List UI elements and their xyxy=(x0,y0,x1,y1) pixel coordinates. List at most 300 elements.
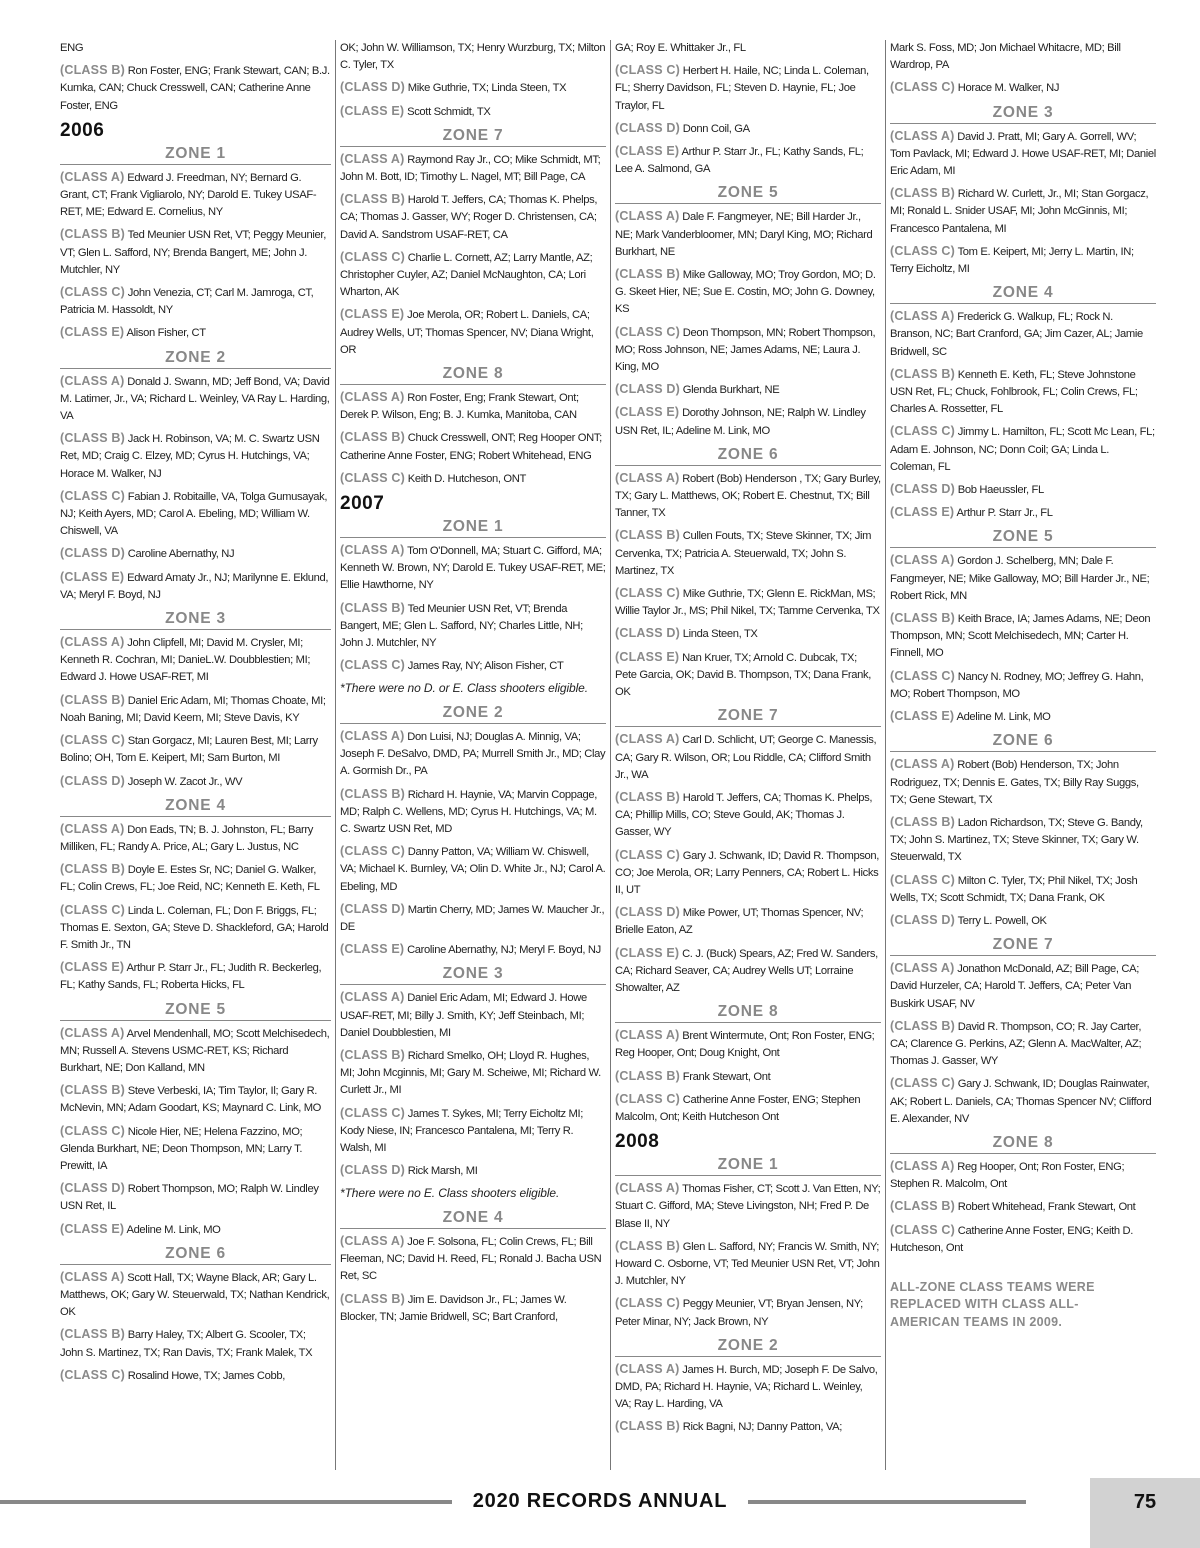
class-label: (CLASS D) xyxy=(60,773,125,788)
year-heading: 2008 xyxy=(615,1131,660,1153)
shooter-names: Carl D. Schlicht, UT; George C. Manessis, CA; Gary R. Wilson, OR; Lou Riddle, CA; Clifford Smith Jr., WA xyxy=(615,734,877,781)
shooter-names: Terry L. Powell, OK xyxy=(957,914,1047,927)
class-label: (CLASS C) xyxy=(615,1091,680,1106)
class-entry xyxy=(60,226,331,279)
class-label: (CLASS B) xyxy=(615,267,680,282)
shooter-names: Bob Haeussler, FL xyxy=(957,484,1044,497)
class-entry xyxy=(60,692,331,727)
class-label: (CLASS D) xyxy=(340,1163,405,1178)
class-entry xyxy=(615,120,881,138)
shooter-names: Edward Amaty Jr., NJ; Marilynne E. Eklund, VA; Meryl F. Boyd, NJ xyxy=(60,571,329,601)
class-label: (CLASS A) xyxy=(60,1025,125,1040)
shooter-names: Glen L. Safford, NY; Francis W. Smith, NY; Howard C. Osborne, VT; Ted Meunier USN Ret, VT; John J. Mutchler, NY xyxy=(615,1240,880,1288)
zone-heading: ZONE 7 xyxy=(615,706,881,727)
class-entry xyxy=(890,668,1156,703)
class-entry xyxy=(890,185,1156,238)
class-label: (CLASS D) xyxy=(615,382,680,397)
shooter-names: Keith D. Hutcheson, ONT xyxy=(407,472,526,485)
class-entry xyxy=(60,821,331,856)
column-2 xyxy=(335,40,610,1470)
shooter-names: Ted Meunier USN Ret, VT; Peggy Meunier, VT; Glen L. Safford, NY; Brenda Bangert, ME; John J. Mutchler, NY xyxy=(60,229,326,276)
class-entry xyxy=(60,1367,331,1385)
class-label: (CLASS C) xyxy=(890,668,955,683)
class-label: (CLASS C) xyxy=(890,1076,955,1091)
class-entry xyxy=(60,1269,331,1322)
zone-heading: ZONE 8 xyxy=(615,1002,881,1023)
shooter-names: Joe F. Solsona, FL; Colin Crews, FL; Bill Fleeman, NC; David H. Reed, FL; Ronald J. Bacha USN Ret, SC xyxy=(340,1235,602,1283)
eligibility-note: *There were no E. Class shooters eligible. xyxy=(340,1186,560,1201)
class-label: (CLASS B) xyxy=(890,814,955,829)
class-entry xyxy=(340,470,606,488)
shooter-names: Catherine Anne Foster, ENG; Stephen Malcolm, Ont; Keith Hutcheson Ont xyxy=(615,1093,861,1123)
class-entry xyxy=(615,266,881,319)
shooter-names: Dorothy Johnson, NE; Ralph W. Lindley USN Ret, IL; Adeline M. Link, MO xyxy=(615,407,866,437)
class-label: (CLASS A) xyxy=(615,732,680,747)
class-label: (CLASS E) xyxy=(340,942,405,957)
class-label: (CLASS A) xyxy=(340,728,405,743)
shooter-names: Frederick G. Walkup, FL; Rock N. Branson, NC; Bart Cranford, GA; Jim Cazer, AL; Jamie Bridwell, SC xyxy=(890,311,1143,358)
zone-heading: ZONE 2 xyxy=(615,1336,881,1357)
shooter-names: Milton C. Tyler, TX; Phil Nikel, TX; Josh Wells, TX; Scott Schmidt, TX; Dana Frank, OK xyxy=(890,874,1138,904)
class-entry xyxy=(890,423,1156,476)
shooter-names: Donn Coil, GA xyxy=(682,122,750,135)
class-label: (CLASS A) xyxy=(340,151,405,166)
zone-heading: ZONE 5 xyxy=(890,527,1156,548)
class-entry xyxy=(615,904,881,939)
zone-heading: ZONE 1 xyxy=(615,1155,881,1176)
zone-heading: ZONE 8 xyxy=(340,364,606,385)
eligibility-note: *There were no D. or E. Class shooters eligible. xyxy=(340,681,588,696)
class-label: (CLASS D) xyxy=(890,482,955,497)
shooter-names: Glenda Burkhart, NE xyxy=(682,384,780,397)
shooter-names: Jim E. Davidson Jr., FL; James W. Blocker, TN; Jamie Bridwell, SC; Bart Cranford, xyxy=(340,1293,567,1323)
shooter-names: Gary J. Schwank, ID; David R. Thompson, CO; Joe Merola, OR; Larry Penners, CA; Robert L. Hicks II, UT xyxy=(615,849,880,896)
class-label: (CLASS C) xyxy=(890,1222,955,1237)
class-entry xyxy=(60,1326,331,1361)
shooter-names: Herbert H. Haile, NC; Linda L. Coleman, FL; Sherry Davidson, FL; Steven D. Haynie, FL; Joe Traylor, FL xyxy=(615,65,869,112)
class-label: (CLASS B) xyxy=(615,1068,680,1083)
class-entry xyxy=(615,789,881,842)
class-label: (CLASS D) xyxy=(60,1181,125,1196)
class-entry xyxy=(890,504,1156,522)
shooter-names: Charlie L. Cornett, AZ; Larry Mantle, AZ; Christopher Cuyler, AZ; Daniel McNaughton, CA; Lori Wharton, AK xyxy=(340,251,593,299)
class-label: (CLASS E) xyxy=(615,945,680,960)
shooter-names: Doyle E. Estes Sr, NC; Daniel G. Walker, FL; Colin Crews, FL; Joe Reid, NC; Kenneth E. Keth, FL xyxy=(60,864,320,894)
shooter-names: Scott Hall, TX; Wayne Black, AR; Gary L. Matthews, OK; Gary W. Steuerwald, TX; Nathan Kendrick, OK xyxy=(60,1271,330,1319)
shooter-names: John Venezia, CT; Carl M. Jamroga, CT, Patricia M. Hassoldt, NY xyxy=(60,287,314,317)
class-label: (CLASS E) xyxy=(615,649,680,664)
shooter-names: Richard H. Haynie, VA; Marvin Coppage, MD; Ralph C. Wellens, MD; Cyrus H. Hutchings, VA; M. C. Swartz USN Ret, MD xyxy=(340,788,597,835)
class-entry xyxy=(890,1198,1156,1216)
zone-heading: ZONE 1 xyxy=(60,144,331,165)
class-entry xyxy=(890,366,1156,419)
shooter-names: Jonathon McDonald, AZ; Bill Page, CA; David Hurzeler, CA; Harold T. Jeffers, CA; Peter Van Buskirk USAF, NV xyxy=(890,963,1139,1010)
class-entry xyxy=(615,470,881,523)
class-entry xyxy=(890,872,1156,907)
class-label: (CLASS B) xyxy=(340,1048,405,1063)
class-label: (CLASS B) xyxy=(60,63,125,78)
shooter-names: Tom O'Donnell, MA; Stuart C. Gifford, MA; Kenneth W. Brown, NY; Darold E. Tukey USAF-RET, ME; Ellie Hawthorne, NY xyxy=(340,545,606,592)
class-entry xyxy=(340,1233,606,1286)
shooter-names: Nicole Hier, NE; Helena Fazzino, MO; Glenda Burkhart, NE; Deon Thompson, MN; Larry T. Prewitt, IA xyxy=(60,1125,303,1172)
shooter-names: David J. Pratt, MI; Gary A. Gorrell, WV; Tom Pavlack, MI; Edward J. Howe USAF-RET, MI; Daniel Eric Adam, MI xyxy=(890,130,1156,178)
class-entry xyxy=(340,191,606,244)
shooter-names: Jack H. Robinson, VA; M. C. Swartz USN Ret, MD; Craig C. Elzey, MD; Cyrus H. Hutchings, VA; Horace M. Walker, NJ xyxy=(60,433,320,480)
shooter-names: Mike Galloway, MO; Troy Gordon, MO; D. G. Skeet Hier, NE; Sue E. Costin, MO; John G. Downey, KS xyxy=(615,269,876,316)
shooter-names: Edward J. Freedman, NY; Bernard G. Grant, CT; Frank Vigliarolo, NY; Darold E. Tukey USAF-RET, ME; Edward E. Cornelius, NY xyxy=(60,171,317,219)
class-entry xyxy=(60,1025,331,1078)
class-entry xyxy=(615,143,881,178)
footer-rule-left xyxy=(0,1500,452,1504)
class-entry xyxy=(890,1222,1156,1257)
shooter-names: Ladon Richardson, TX; Steve G. Bandy, TX; John S. Martinez, TX; Steve Skinner, TX; Gary W. Steuerwald, TX xyxy=(890,816,1143,864)
class-entry xyxy=(615,208,881,261)
class-entry xyxy=(340,1162,606,1180)
class-label: (CLASS D) xyxy=(890,912,955,927)
shooter-names: Don Eads, TN; B. J. Johnston, FL; Barry Milliken, FL; Randy A. Price, AL; Gary L. Justus, NC xyxy=(60,823,314,853)
class-label: (CLASS A) xyxy=(890,128,955,143)
shooter-names: Raymond Ray Jr., CO; Mike Schmidt, MT; John M. Bott, ID; Timothy L. Nagel, MT; Bill Page, CA xyxy=(340,153,601,184)
shooter-names: C. J. (Buck) Spears, AZ; Fred W. Sanders, CA; Richard Seaver, CA; Audrey Wells UT; Lorraine Showalter, AZ xyxy=(615,947,878,994)
class-entry xyxy=(615,731,881,784)
class-entry xyxy=(615,1295,881,1330)
class-entry xyxy=(615,649,881,702)
class-label: (CLASS A) xyxy=(340,1233,405,1248)
zone-heading: ZONE 4 xyxy=(340,1208,606,1229)
page-number: 75 xyxy=(1090,1478,1200,1548)
class-entry xyxy=(890,912,1156,930)
class-label: (CLASS B) xyxy=(340,192,405,207)
class-entry xyxy=(890,1075,1156,1128)
records-columns xyxy=(60,40,1160,1470)
class-label: (CLASS A) xyxy=(890,1158,955,1173)
shooter-names: Tom E. Keipert, MI; Jerry L. Martin, IN; Terry Eicholtz, MI xyxy=(890,245,1134,276)
class-label: (CLASS E) xyxy=(615,144,680,159)
class-label: (CLASS A) xyxy=(340,990,405,1005)
class-label: (CLASS B) xyxy=(615,1419,680,1434)
class-entry xyxy=(615,1361,881,1414)
class-entry xyxy=(340,542,606,595)
class-label: (CLASS E) xyxy=(340,103,405,118)
class-label: (CLASS A) xyxy=(60,169,125,184)
class-entry xyxy=(340,786,606,839)
class-entry xyxy=(340,1105,606,1158)
class-label: (CLASS B) xyxy=(60,1083,125,1098)
class-entry xyxy=(340,249,606,302)
class-entry xyxy=(890,552,1156,605)
shooter-names: Reg Hooper, Ont; Ron Foster, ENG; Stephen R. Malcolm, Ont xyxy=(890,1160,1125,1191)
class-label: (CLASS A) xyxy=(615,1181,680,1196)
class-label: (CLASS A) xyxy=(890,553,955,568)
shooter-names: Gary J. Schwank, ID; Douglas Rainwater, AK; Robert L. Daniels, CA; Thomas Spencer NV; Clifford E. Alexander, NV xyxy=(890,1078,1152,1125)
class-entry xyxy=(340,1047,606,1100)
class-entry xyxy=(60,1180,331,1215)
class-entry xyxy=(340,989,606,1042)
shooter-names: Ted Meunier USN Ret, VT; Brenda Bangert, ME; Glen L. Safford, NY; Charles Little, NH; John J. Mutchler, NY xyxy=(340,602,583,650)
class-entry xyxy=(340,151,606,186)
class-entry xyxy=(890,610,1156,663)
class-label: (CLASS A) xyxy=(340,390,405,405)
class-entry xyxy=(340,941,606,959)
class-label: (CLASS A) xyxy=(60,635,125,650)
class-label: (CLASS C) xyxy=(615,63,680,78)
shooter-names: Barry Haley, TX; Albert G. Scooler, TX; John S. Martinez, TX; Ran Davis, TX; Frank Malek, TX xyxy=(60,1329,313,1359)
class-label: (CLASS A) xyxy=(60,821,125,836)
zone-heading: ZONE 2 xyxy=(340,703,606,724)
class-label: (CLASS E) xyxy=(615,405,680,420)
shooter-names: Fabian J. Robitaille, VA, Tolga Gumusayak, NJ; Keith Ayers, MD; Carol A. Ebeling, MD; William W. Chiswell, VA xyxy=(60,490,328,538)
class-label: (CLASS A) xyxy=(890,961,955,976)
class-label: (CLASS E) xyxy=(60,325,125,340)
shooter-names: Horace M. Walker, NJ xyxy=(957,82,1060,95)
column-3 xyxy=(610,40,885,1470)
column-1 xyxy=(60,40,335,1470)
class-label: (CLASS B) xyxy=(890,1018,955,1033)
shooter-names: Donald J. Swann, MD; Jeff Bond, VA; David M. Latimer, Jr., VA; Richard L. Weinley, VA Ray L. Harding, VA xyxy=(60,375,330,423)
page-footer xyxy=(0,1478,1200,1548)
shooter-names: John Clipfell, MI; David M. Crysler, MI; Kenneth R. Cochran, MI; DanieL.W. Doubblestien; MI; Edward J. Howe USAF-RET, MI xyxy=(60,637,311,684)
class-label: (CLASS B) xyxy=(890,366,955,381)
class-entry xyxy=(340,843,606,896)
shooter-names: Keith Brace, IA; James Adams, NE; Deon Thompson, MN; Scott Melchisedech, MN; Carter H. Finnell, MO xyxy=(890,613,1151,660)
class-entry xyxy=(615,1418,881,1436)
shooter-names: Peggy Meunier, VT; Bryan Jensen, NY; Peter Minar, NY; Jack Brown, NY xyxy=(615,1298,863,1328)
class-label: (CLASS B) xyxy=(60,1327,125,1342)
class-label: (CLASS C) xyxy=(340,658,405,673)
footer-rule-right xyxy=(748,1500,1026,1504)
zone-heading: ZONE 2 xyxy=(60,348,331,369)
class-label: (CLASS B) xyxy=(60,227,125,242)
class-label: (CLASS C) xyxy=(340,470,405,485)
shooter-names: Stan Gorgacz, MI; Lauren Best, MI; Larry Bolino; OH, Tom E. Keipert, MI; Sam Burton, MI xyxy=(60,735,318,765)
class-entry xyxy=(890,79,1156,97)
class-entry xyxy=(60,373,331,426)
shooter-names: Catherine Anne Foster, ENG; Keith D. Hutcheson, Ont xyxy=(890,1224,1133,1254)
class-label: (CLASS D) xyxy=(615,120,680,135)
class-entry xyxy=(60,569,331,604)
class-label: (CLASS C) xyxy=(60,1123,125,1138)
shooter-names: Adeline M. Link, MO xyxy=(126,1223,221,1236)
shooter-names: Caroline Abernathy, NJ; Meryl F. Boyd, NJ xyxy=(407,944,601,957)
shooter-names: Joe Merola, OR; Robert L. Daniels, CA; Audrey Wells, UT; Thomas Spencer, NV; Diana Wright, OR xyxy=(340,309,594,356)
class-entry xyxy=(60,732,331,767)
closing-note: ALL-ZONE CLASS TEAMS WERE REPLACED WITH CLASS ALL-AMERICAN TEAMS IN 2009. xyxy=(890,1279,1095,1329)
class-entry xyxy=(60,488,331,541)
class-entry xyxy=(615,847,881,900)
shooter-names: Robert Thompson, MO; Ralph W. Lindley USN Ret, IL xyxy=(60,1183,319,1213)
shooter-names: Richard Smelko, OH; Lloyd R. Hughes, MI; John Mcginnis, MI; Gary M. Scheiwe, MI; Richard W. Curlett Jr., MI xyxy=(340,1050,601,1097)
shooter-names: Arvel Mendenhall, MO; Scott Melchisedech, MN; Russell A. Stevens USMC-RET, KS; Richard Burkhart, NE; Don Kalland, MN xyxy=(60,1027,330,1074)
shooter-names: Kenneth E. Keth, FL; Steve Johnstone USN Ret, FL; Chuck, Fohlbrook, FL; Colin Crews, FL; Charles A. Rossetter, FL xyxy=(890,368,1138,416)
class-entry xyxy=(60,1221,331,1239)
class-label: (CLASS A) xyxy=(615,209,680,224)
class-label: (CLASS C) xyxy=(890,80,955,95)
class-label: (CLASS D) xyxy=(615,905,680,920)
class-entry xyxy=(615,1238,881,1291)
zone-heading: ZONE 4 xyxy=(890,283,1156,304)
continued-text: GA; Roy E. Whittaker Jr., FL xyxy=(615,42,746,54)
class-label: (CLASS B) xyxy=(615,789,680,804)
class-label: (CLASS E) xyxy=(890,709,955,724)
shooter-names: Deon Thompson, MN; Robert Thompson, MO; Ross Johnson, NE; James Adams, NE; Laura J. King, MO xyxy=(615,326,876,374)
shooter-names: Thomas Fisher, CT; Scott J. Van Etten, NY; Stuart C. Gifford, MA; Steve Livingston, NH; Fred P. De Blase II, NY xyxy=(615,1183,881,1230)
class-entry xyxy=(60,324,331,342)
shooter-names: James T. Sykes, MI; Terry Eicholtz MI; Kody Niese, IN; Francesco Pantalena, MI; Terry R. Walsh, MI xyxy=(340,1107,584,1155)
shooter-names: Richard W. Curlett, Jr., MI; Stan Gorgacz, MI; Ronald L. Snider USAF, MI; John McGinnis, MI; Francesco Pantalena, MI xyxy=(890,188,1149,235)
class-label: (CLASS A) xyxy=(890,757,955,772)
shooter-names: Steve Verbeski, IA; Tim Taylor, Il; Gary R. McNevin, MN; Adam Goodart, KS; Maynard C. Link, MO xyxy=(60,1085,322,1115)
zone-heading: ZONE 8 xyxy=(890,1133,1156,1154)
class-label: (CLASS E) xyxy=(60,569,125,584)
class-label: (CLASS D) xyxy=(60,546,125,561)
shooter-names: Mike Guthrie, TX; Linda Steen, TX xyxy=(407,82,567,95)
continued-text: Mark S. Foss, MD; Jon Michael Whitacre, MD; Bill Wardrop, PA xyxy=(890,42,1121,72)
zone-heading: ZONE 6 xyxy=(615,445,881,466)
class-label: (CLASS B) xyxy=(890,186,955,201)
class-entry xyxy=(60,959,331,994)
class-label: (CLASS C) xyxy=(60,733,125,748)
class-entry xyxy=(890,128,1156,181)
class-entry xyxy=(890,243,1156,278)
year-heading: 2006 xyxy=(60,119,105,141)
class-entry xyxy=(60,1123,331,1176)
class-entry xyxy=(615,585,881,620)
class-label: (CLASS B) xyxy=(340,1291,405,1306)
class-label: (CLASS C) xyxy=(60,488,125,503)
class-label: (CLASS D) xyxy=(615,626,680,641)
class-label: (CLASS C) xyxy=(340,249,405,264)
shooter-names: Caroline Abernathy, NJ xyxy=(127,548,235,561)
class-entry xyxy=(60,430,331,483)
class-entry xyxy=(615,62,881,115)
shooter-names: Chuck Cresswell, ONT; Reg Hooper ONT; Catherine Anne Foster, ENG; Robert Whitehead, ENG xyxy=(340,432,602,462)
class-entry xyxy=(340,103,606,121)
class-entry xyxy=(615,527,881,580)
class-label: (CLASS B) xyxy=(60,862,125,877)
class-label: (CLASS C) xyxy=(890,424,955,439)
shooter-names: Arthur P. Starr Jr., FL xyxy=(956,507,1053,520)
class-label: (CLASS D) xyxy=(340,80,405,95)
shooter-names: Brent Wintermute, Ont; Ron Foster, ENG; Reg Hooper, Ont; Doug Knight, Ont xyxy=(615,1030,875,1060)
class-entry xyxy=(890,756,1156,809)
shooter-names: Cullen Fouts, TX; Steve Skinner, TX; Jim Cervenka, TX; Patricia A. Steuerwald, TX; John S. Martinez, TX xyxy=(615,530,872,577)
class-label: (CLASS E) xyxy=(340,307,405,322)
shooter-names: Ron Foster, Eng; Frank Stewart, Ont; Derek P. Wilson, Eng; B. J. Kumka, Manitoba, CAN xyxy=(340,392,579,422)
class-label: (CLASS A) xyxy=(60,373,125,388)
class-label: (CLASS C) xyxy=(615,586,680,601)
shooter-names: Rick Bagni, NJ; Danny Patton, VA; xyxy=(682,1421,843,1434)
class-label: (CLASS B) xyxy=(60,431,125,446)
shooter-names: David R. Thompson, CO; R. Jay Carter, CA; Clarence G. Perkins, AZ; Glenn A. MacWalter, AZ; Thomas J. Gasser, WY xyxy=(890,1020,1142,1068)
zone-heading: ZONE 4 xyxy=(60,796,331,817)
class-entry xyxy=(340,389,606,424)
class-entry xyxy=(615,1091,881,1126)
class-entry xyxy=(890,1018,1156,1071)
class-entry xyxy=(615,404,881,439)
class-entry xyxy=(60,169,331,222)
class-entry xyxy=(60,545,331,563)
class-label: (CLASS A) xyxy=(615,1361,680,1376)
class-label: (CLASS B) xyxy=(340,786,405,801)
class-entry xyxy=(615,1068,881,1086)
shooter-names: Alison Fisher, CT xyxy=(126,327,206,340)
shooter-names: Rick Marsh, MI xyxy=(407,1165,478,1178)
class-entry xyxy=(890,814,1156,867)
class-label: (CLASS C) xyxy=(615,847,680,862)
class-label: (CLASS E) xyxy=(60,960,125,975)
zone-heading: ZONE 7 xyxy=(340,126,606,147)
class-entry xyxy=(60,861,331,896)
class-label: (CLASS A) xyxy=(615,470,680,485)
class-label: (CLASS E) xyxy=(60,1221,125,1236)
shooter-names: Ron Foster, ENG; Frank Stewart, CAN; B.J. Kumka, CAN; Chuck Cresswell, CAN; Catherine Anne Foster, ENG xyxy=(60,65,330,112)
class-entry xyxy=(615,381,881,399)
class-entry xyxy=(60,1082,331,1117)
class-label: (CLASS E) xyxy=(890,505,955,520)
shooter-names: Adeline M. Link, MO xyxy=(956,711,1051,724)
year-heading: 2007 xyxy=(340,493,385,515)
class-label: (CLASS C) xyxy=(60,1367,125,1382)
shooter-names: Nan Kruer, TX; Arnold C. Dubcak, TX; Pete Garcia, OK; David B. Thompson, TX; Dana Frank, OK xyxy=(615,651,871,699)
class-entry xyxy=(340,306,606,359)
shooter-names: Harold T. Jeffers, CA; Thomas K. Phelps, CA; Phillip Mills, CO; Steve Gould, AK; Thomas J. Gasser, WY xyxy=(615,791,873,839)
shooter-names: James H. Burch, MD; Joseph F. De Salvo, DMD, PA; Richard H. Haynie, VA; Richard L. Weinley, VA; Ray L. Harding, VA xyxy=(615,1363,878,1411)
shooter-names: Mike Guthrie, TX; Glenn E. RickMan, MS; Willie Taylor Jr., MS; Phil Nikel, TX; Tamme Cervenka, TX xyxy=(615,588,880,618)
column-4 xyxy=(885,40,1160,1470)
shooter-names: James Ray, NY; Alison Fisher, CT xyxy=(407,660,564,673)
class-entry xyxy=(340,901,606,936)
class-entry xyxy=(615,324,881,377)
class-label: (CLASS C) xyxy=(615,1296,680,1311)
class-label: (CLASS C) xyxy=(340,844,405,859)
zone-heading: ZONE 1 xyxy=(340,517,606,538)
class-entry xyxy=(340,429,606,464)
shooter-names: Robert (Bob) Henderson , TX; Gary Burley, TX; Gary L. Matthews, OK; Robert E. Chestnut, TX; Bill Tanner, TX xyxy=(615,472,881,520)
class-label: (CLASS D) xyxy=(340,901,405,916)
zone-heading: ZONE 3 xyxy=(60,609,331,630)
class-entry xyxy=(60,634,331,687)
class-entry xyxy=(615,625,881,643)
zone-heading: ZONE 7 xyxy=(890,935,1156,956)
class-label: (CLASS B) xyxy=(340,430,405,445)
class-label: (CLASS A) xyxy=(340,543,405,558)
class-label: (CLASS C) xyxy=(890,243,955,258)
shooter-names: Harold T. Jeffers, CA; Thomas K. Phelps, CA; Thomas J. Gasser, WY; Roger D. Christensen, CA; David A. Sandstrom USAF-RET, CA xyxy=(340,194,598,241)
shooter-names: Linda L. Coleman, FL; Don F. Briggs, FL; Thomas E. Sexton, GA; Steve D. Shackleford, GA; Harold F. Smith Jr., TN xyxy=(60,904,329,951)
shooter-names: Daniel Eric Adam, MI; Thomas Choate, MI; Noah Baning, MI; David Keem, MI; Steve Davis, KY xyxy=(60,694,326,724)
shooter-names: Daniel Eric Adam, MI; Edward J. Howe USAF-RET, MI; Billy J. Smith, KY; Jeff Steinbach, MI; Daniel Doubblestien, MI xyxy=(340,992,587,1039)
shooter-names: Robert Whitehead, Frank Stewart, Ont xyxy=(957,1201,1136,1214)
class-entry xyxy=(340,728,606,781)
shooter-names: Arthur P. Starr Jr., FL; Kathy Sands, FL; Lee A. Salmond, GA xyxy=(615,146,864,176)
shooter-names: Scott Schmidt, TX xyxy=(407,105,491,118)
class-entry xyxy=(615,1180,881,1233)
class-entry xyxy=(890,481,1156,499)
shooter-names: Linda Steen, TX xyxy=(682,628,758,641)
class-entry xyxy=(615,1027,881,1062)
zone-heading: ZONE 5 xyxy=(615,183,881,204)
class-entry xyxy=(60,902,331,955)
class-label: (CLASS B) xyxy=(890,611,955,626)
class-entry xyxy=(60,62,331,115)
shooter-names: Nancy N. Rodney, MO; Jeffrey G. Hahn, MO; Robert Thompson, MO xyxy=(890,670,1144,700)
continued-text: ENG xyxy=(60,42,84,54)
shooter-names: Dale F. Fangmeyer, NE; Bill Harder Jr., NE; Mark Vanderbloomer, MN; Daryl King, MO; Richard Burkhart, NE xyxy=(615,211,873,258)
class-entry xyxy=(890,308,1156,361)
class-entry xyxy=(340,1291,606,1326)
shooter-names: Jimmy L. Hamilton, FL; Scott Mc Lean, FL; Adam E. Johnson, NC; Donn Coil; GA; Linda L. Coleman, FL xyxy=(890,426,1155,473)
class-entry xyxy=(60,284,331,319)
